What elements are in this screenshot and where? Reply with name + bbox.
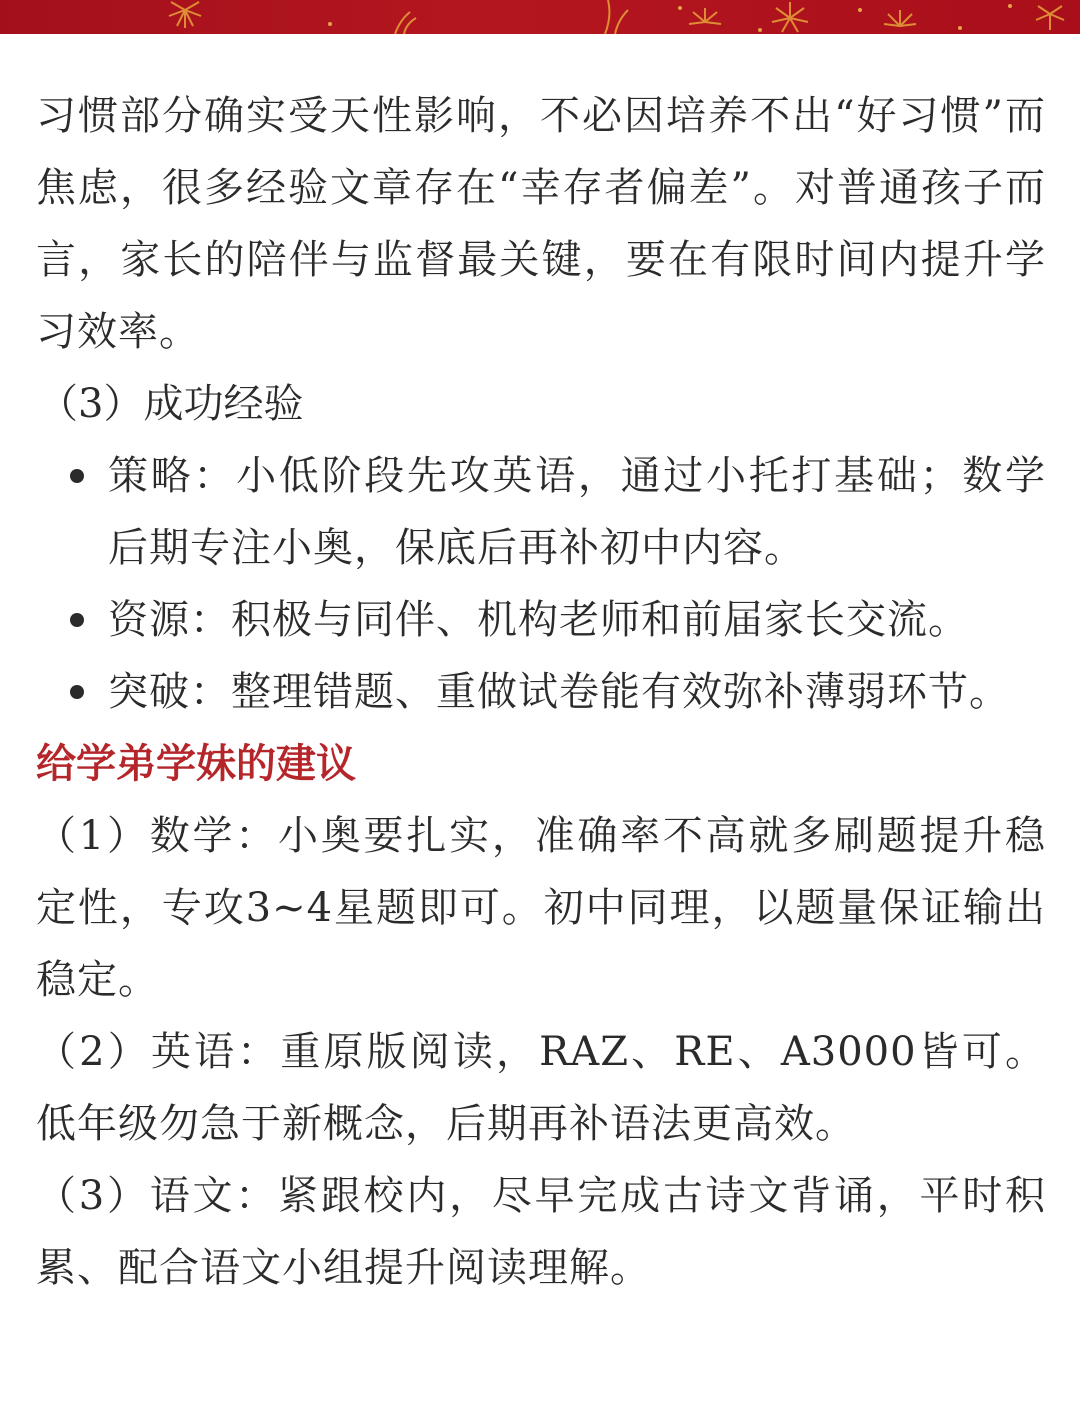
intro-paragraph: 习惯部分确实受天性影响，不必因培养不出“好习惯”而焦虑，很多经验文章存在“幸存者偏差”。对普通孩子而言，家长的陪伴与监督最关键，要在有限时间内提升学习效率。 — [36, 93, 1046, 355]
success-heading: （3）成功经验 — [38, 381, 304, 427]
article-body — [36, 80, 1046, 1304]
advice-section-title: 给学弟学妹的建议 — [36, 740, 356, 787]
advice-math: （1）数学：小奥要扎实，准确率不高就多刷题提升稳定性，专攻3~4星题即可。初中同理，以题量保证输出稳定。 — [36, 813, 1046, 1003]
list-item — [36, 440, 1046, 584]
bullet-text: 突破：整理错题、重做试卷能有效弥补薄弱环节。 — [108, 669, 1010, 715]
advice-chinese: （3）语文：紧跟校内，尽早完成古诗文背诵，平时积累、配合语文小组提升阅读理解。 — [36, 1173, 1046, 1291]
bullet-dot-icon — [70, 685, 84, 699]
list-item — [36, 656, 1046, 728]
header-banner — [0, 0, 1080, 34]
bullet-text: 资源：积极与同伴、机构老师和前届家长交流。 — [108, 597, 969, 643]
bullet-dot-icon — [70, 613, 84, 627]
bullet-dot-icon — [70, 469, 84, 483]
list-item — [36, 584, 1046, 656]
firework-decoration — [0, 0, 1080, 34]
advice-english: （2）英语：重原版阅读，RAZ、RE、A3000皆可。低年级勿急于新概念，后期再补语法更高效。 — [36, 1029, 1046, 1147]
success-bullet-list — [36, 440, 1046, 728]
bullet-text: 策略：小低阶段先攻英语，通过小托打基础；数学后期专注小奥，保底后再补初中内容。 — [108, 453, 1046, 571]
